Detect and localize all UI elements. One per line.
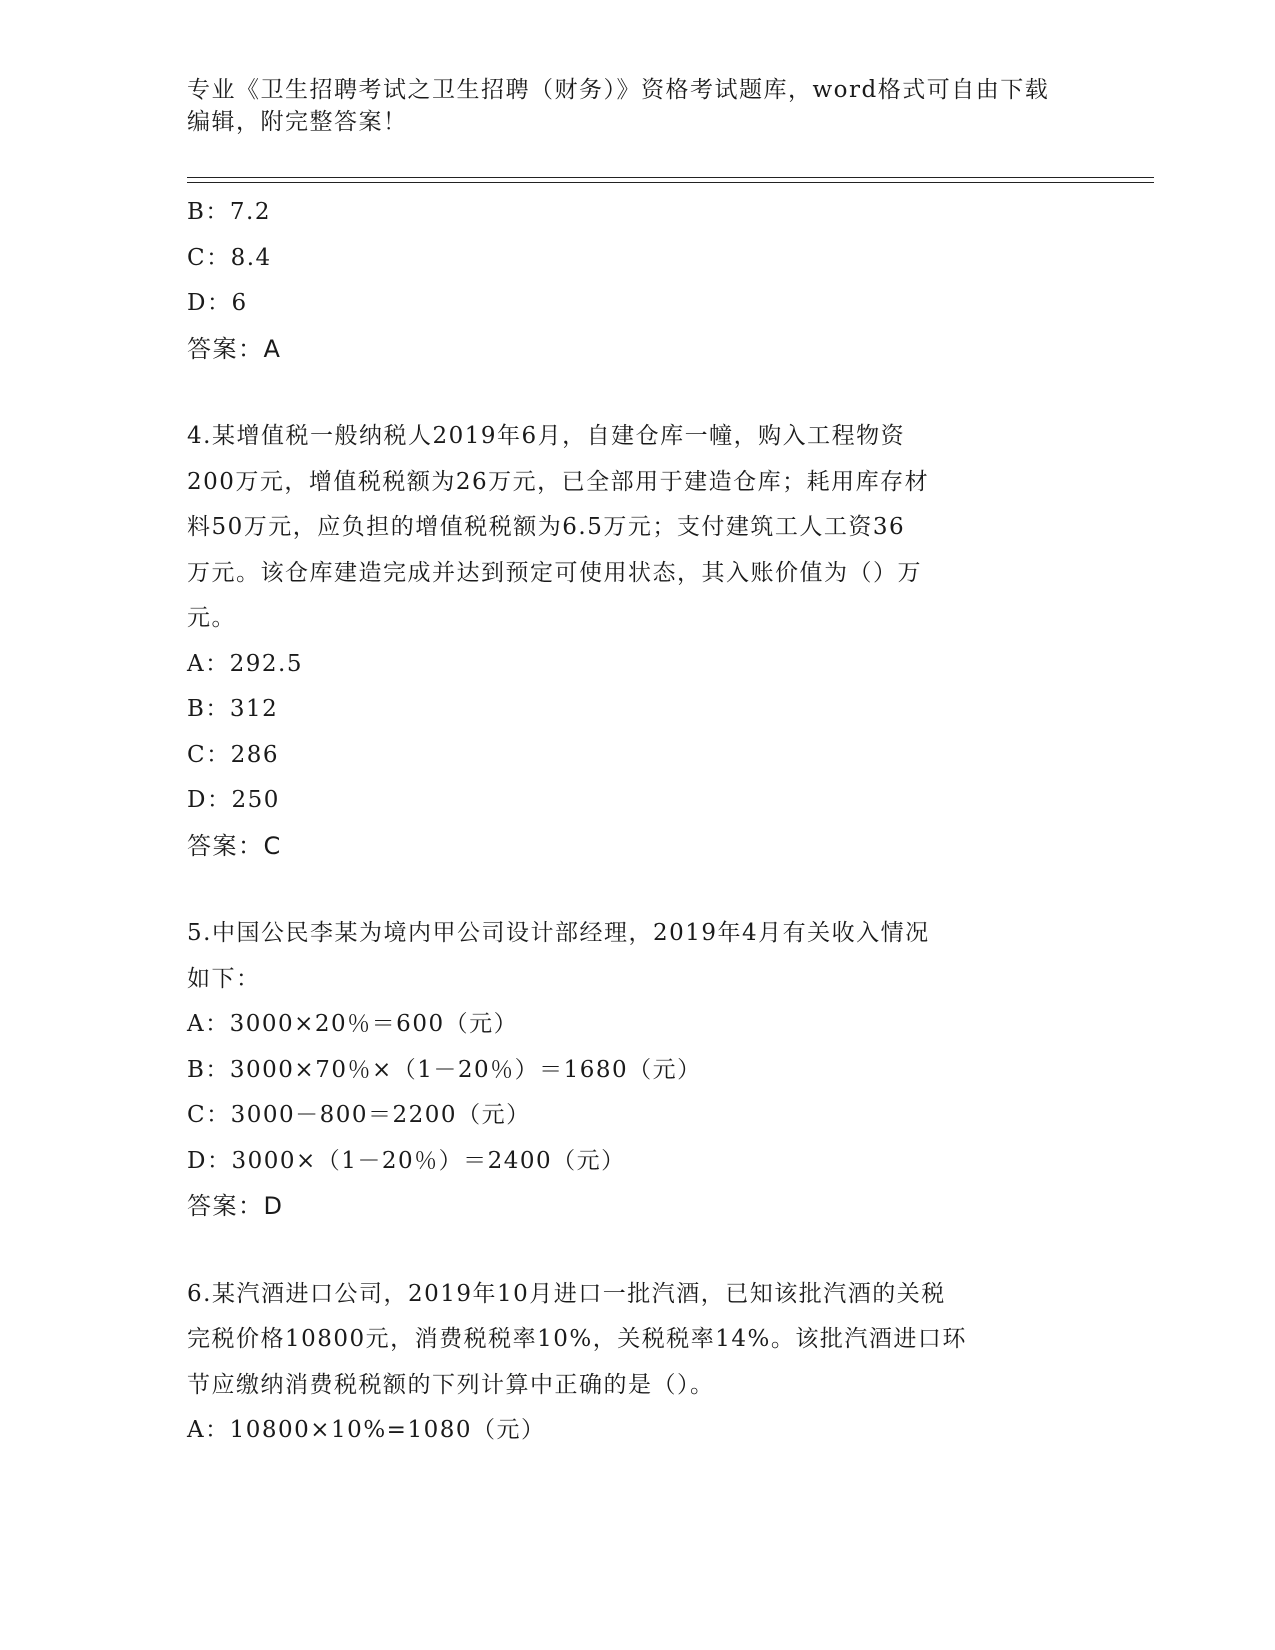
- section-gap: [187, 1230, 1087, 1272]
- option-d: D：6: [187, 290, 248, 316]
- question-text-line: 节应缴纳消费税税额的下列计算中正确的是（）。: [187, 1371, 715, 1398]
- section-gap: [187, 869, 1087, 911]
- question-4: [187, 414, 1087, 869]
- header-rule-bottom: [187, 182, 1154, 183]
- question-text-line: 完税价格10800元，消费税税率10%，关税税率14%。该批汽酒进口环: [187, 1326, 967, 1352]
- option-a: A：10800×10%=1080（元）: [187, 1417, 546, 1443]
- option-d: D：250: [187, 787, 280, 813]
- question-5: [187, 911, 1087, 1230]
- answer-line: 答案：C: [187, 831, 282, 860]
- answer-line: 答案：A: [187, 334, 282, 363]
- question-3-tail: [187, 190, 1087, 372]
- option-b: B：312: [187, 696, 279, 722]
- question-text-line: 万元。该仓库建造完成并达到预定可使用状态，其入账价值为（）万: [187, 559, 922, 586]
- question-text-line: 6.某汽酒进口公司，2019年10月进口一批汽酒，已知该批汽酒的关税: [187, 1280, 946, 1307]
- section-gap: [187, 372, 1087, 414]
- option-d: D：3000×（1－20％）＝2400（元）: [187, 1147, 626, 1174]
- header-line-1: 专业《卫生招聘考试之卫生招聘（财务）》资格考试题库，word格式可自由下载: [187, 77, 1050, 103]
- header-rule-top: [187, 177, 1154, 178]
- option-c: C：286: [187, 741, 279, 768]
- question-6: [187, 1272, 1087, 1454]
- answer-line: 答案：D: [187, 1192, 284, 1220]
- option-a: A：3000×20％＝600（元）: [187, 1011, 519, 1037]
- option-c: C：3000－800＝2200（元）: [187, 1102, 531, 1128]
- document-header: [187, 74, 1067, 138]
- question-text-line: 如下：: [187, 965, 261, 992]
- option-c: C：8.4: [187, 244, 272, 271]
- question-text-line: 5.中国公民李某为境内甲公司设计部经理，2019年4月有关收入情况: [187, 920, 930, 946]
- question-text-line: 元。: [187, 605, 236, 631]
- option-b: B：3000×70％×（1－20％）＝1680（元）: [187, 1056, 702, 1083]
- document-body: [187, 190, 1087, 1454]
- option-b: B：7.2: [187, 199, 271, 225]
- option-a: A：292.5: [187, 650, 303, 677]
- question-text-line: 料50万元，应负担的增值税税额为6.5万元；支付建筑工人工资36: [187, 514, 906, 540]
- question-text-line: 200万元，增值税税额为26万元，已全部用于建造仓库；耗用库存材: [187, 468, 930, 495]
- question-text-line: 4.某增值税一般纳税人2019年6月，自建仓库一幢，购入工程物资: [187, 423, 906, 449]
- header-line-2: 编辑，附完整答案！: [187, 109, 408, 135]
